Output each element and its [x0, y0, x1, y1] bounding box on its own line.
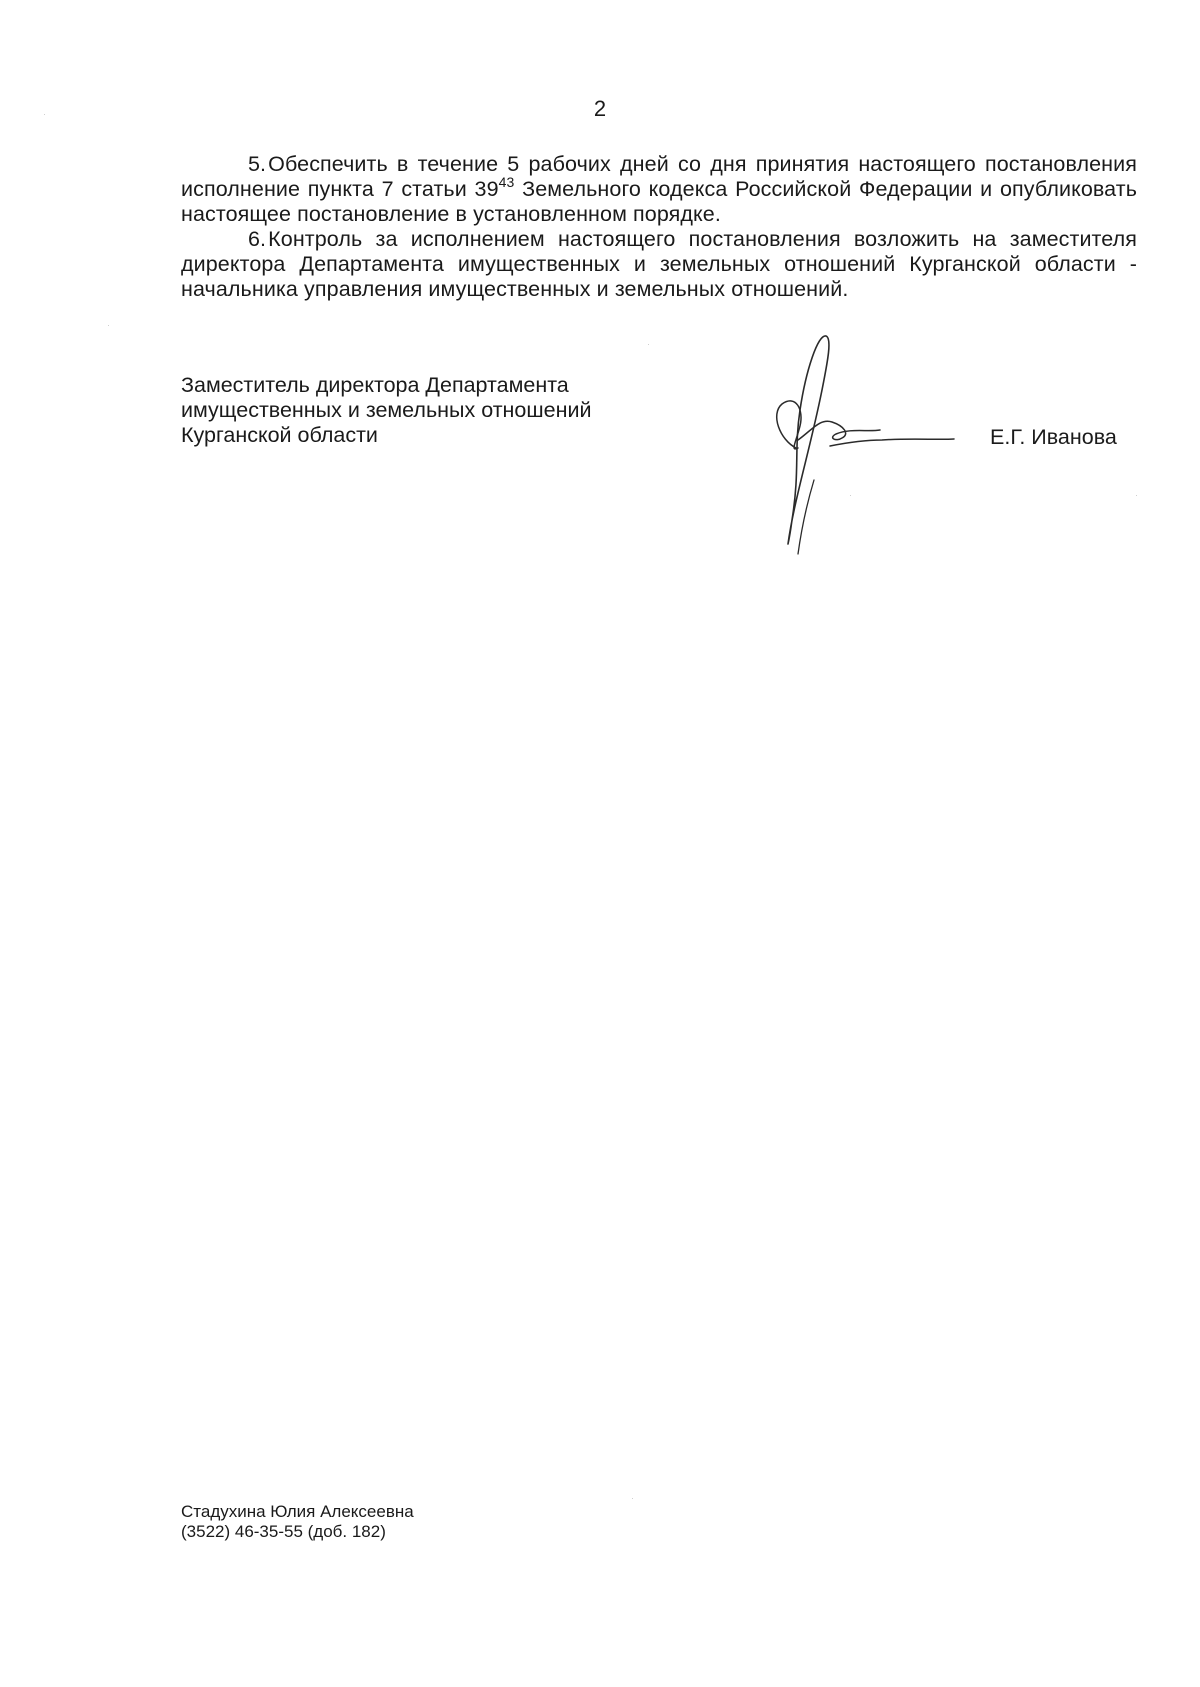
paragraph-text-continued: Земельного кодекса Российской Федерации и опубликовать настоящее постановление в установленном порядке.	[181, 177, 1137, 226]
signer-position-line: имущественных и земельных отношений	[181, 398, 592, 422]
paragraph-text: Контроль за исполнением настоящего постановления возложить на заместителя директора Департамента имущественных и земельных отношений Курганской области - начальника управления имущественных и земельных отношений.	[181, 227, 1137, 301]
handwritten-signature	[770, 330, 960, 560]
signer-position-line: Курганской области	[181, 423, 378, 447]
scan-artifact	[850, 495, 851, 496]
scan-artifact	[108, 325, 109, 326]
contact-info	[181, 1502, 414, 1542]
document-body	[181, 152, 1137, 302]
article-superscript: 43	[498, 174, 515, 190]
contact-name: Стадухина Юлия Алексеевна	[181, 1502, 414, 1521]
scan-artifact	[648, 344, 649, 345]
page-number: 2	[593, 96, 607, 121]
scan-artifact	[44, 114, 45, 115]
paragraph-number: 6.	[248, 227, 267, 251]
scan-artifact	[1136, 495, 1137, 496]
contact-phone: (3522) 46-35-55 (доб. 182)	[181, 1522, 386, 1541]
signer-position-line: Заместитель директора Департамента	[181, 373, 569, 397]
scan-artifact	[632, 1498, 633, 1499]
paragraph-number: 5.	[248, 152, 267, 176]
paragraph-5	[181, 152, 1137, 227]
paragraph-text: Обеспечить в течение 5 рабочих дней со дня принятия настоящего постановления исполнение пункта 7 статьи 39	[181, 152, 1137, 201]
signer-position	[181, 373, 701, 448]
paragraph-6	[181, 227, 1137, 302]
signer-name: Е.Г. Иванова	[990, 425, 1117, 449]
